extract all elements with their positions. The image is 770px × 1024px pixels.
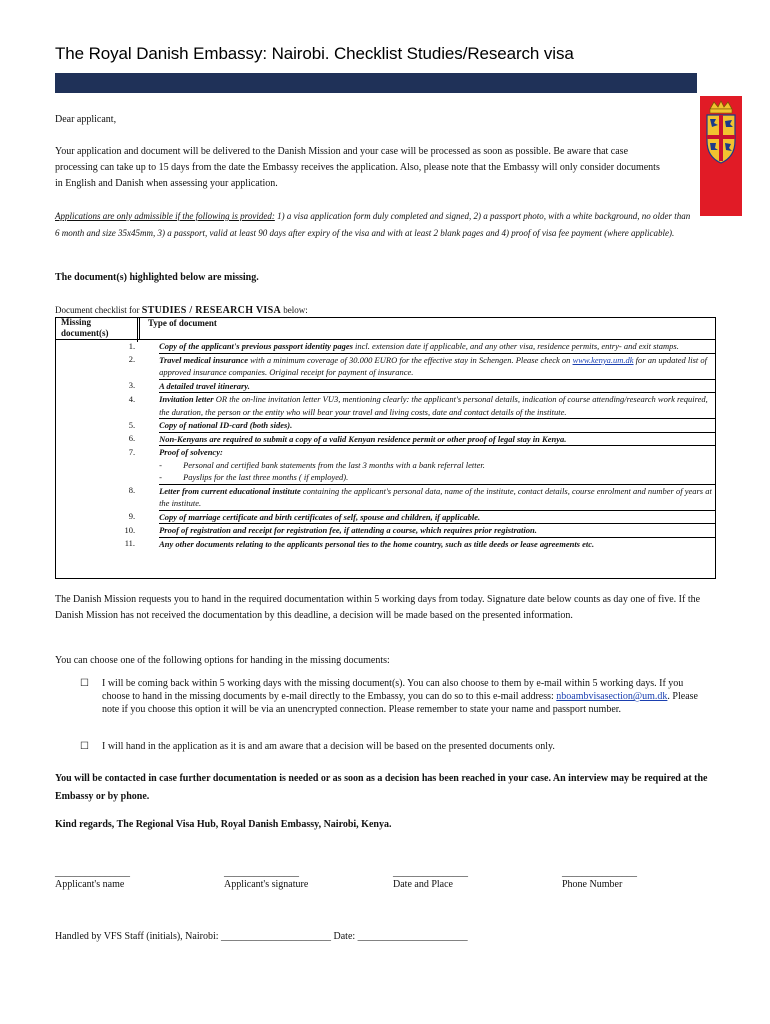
visa-type: STUDIES / RESEARCH VISA <box>141 305 281 316</box>
col-type-header: Type of document <box>140 317 717 340</box>
header-bar <box>55 73 697 93</box>
intro-paragraph: Your application and document will be delivered to the Danish Mission and your case will be processed as soon as possible. Be aware that case processing can take up to 15 days from the date the Embassy receives the application. Also, please note that the Embassy will only consider documents in English and Danish when assessing your application. <box>55 146 660 189</box>
crest-banner <box>700 96 742 216</box>
table-row: 2. Travel medical insurance with a minimum coverage of 30.000 EURO for the effective stay in Schengen. Please check on www.kenya.um.dk for an updated list of approved insurance companies. Original receipt for payment of insurance. <box>55 353 716 379</box>
table-row: 8. Letter from current educational institute containing the applicant's personal data, name of the institute, contact details, course enrolment and number of years at the institute. <box>55 484 716 510</box>
solvency-sub-item: - Payslips for the last three months ( if employed). <box>159 472 349 482</box>
regards: Kind regards, The Regional Visa Hub, Royal Danish Embassy, Nairobi, Kenya. <box>55 819 392 830</box>
checklist-label: Document checklist for STUDIES / RESEARCH VISA below: <box>55 305 308 316</box>
checklist-table <box>55 317 716 550</box>
table-row: 4. Invitation letter OR the on-line invitation letter VU3, mentioning clearly: the applicant's personal details, indication of course attending/research work required, the duration, the person or the entity who will bear your travel and living costs, date and contact details of the institute. <box>55 393 716 419</box>
danish-coat-of-arms-icon <box>702 99 740 167</box>
options-intro: You can choose one of the following options for handing in the missing documents: <box>55 655 390 666</box>
embassy-email-link[interactable]: nboambvisasection@um.dk <box>556 691 668 702</box>
option2-text: I will hand in the application as it is and am aware that a decision will be based on the presented documents only. <box>102 741 555 752</box>
option1-checkbox[interactable]: ☐ <box>80 678 89 689</box>
insurance-link[interactable]: www.kenya.um.dk <box>572 354 634 365</box>
table-row: 10. Proof of registration and receipt for registration fee, if attending a course, which requires prior registration. <box>55 524 716 538</box>
header-divider <box>137 318 138 342</box>
col-missing-header: Missing document(s) <box>55 317 140 340</box>
admissibility-text: 1) a visa application form duly completed and signed, 2) a passport photo, with a white background, no older than 6 month and size 35x45mm, 3) a passport, valid at least 90 days after expiry of the visa and with at least 2 blank pages and 4) proof of visa fee payment (where applicable). <box>55 211 691 238</box>
mission-paragraph: The Danish Mission requests you to hand in the required documentation within 5 working days from today. Signature date below counts as day one of five. If the Danish Mission has not received the documentation by this deadline, a decision will be made based on the presented information. <box>55 594 701 621</box>
table-row: 11. Any other documents relating to the applicants personal ties to the home country, such as title deeds or lease agreements etc. <box>124 538 595 549</box>
table-header <box>55 317 716 340</box>
signature-field-signature: _______________ Applicant's signature <box>224 867 309 890</box>
table-row: 3. A detailed travel itinerary. <box>55 379 716 393</box>
document-title: The Royal Danish Embassy: Nairobi. Checklist Studies/Research visa <box>55 44 574 63</box>
greeting: Dear applicant, <box>55 114 117 125</box>
contact-notice: You will be contacted in case further documentation is needed or as soon as a decision has been reached in your case. An interview may be required at the Embassy or by phone. <box>55 773 708 802</box>
admissibility-paragraph <box>55 208 695 242</box>
table-row: 7. Proof of solvency: - Personal and certified bank statements from the last 3 months with a bank referral letter. - Payslips for the last three months ( if employed). <box>55 446 716 485</box>
table-row: 6. Non-Kenyans are required to submit a copy of a valid Kenyan residence permit or other proof of legal stay in Kenya. <box>55 432 716 446</box>
admissibility-lead: Applications are only admissible if the following is provided: <box>55 211 275 221</box>
table-row: 9. Copy of marriage certificate and birth certificates of self, spouse and children, if applicable. <box>55 510 716 524</box>
option2-checkbox[interactable]: ☐ <box>80 741 89 752</box>
table-row: 5. Copy of national ID-card (both sides). <box>55 419 716 433</box>
signature-field-phone: _______________ Phone Number <box>562 867 637 890</box>
signature-field-name: _______________ Applicant's name <box>55 867 130 890</box>
table-row: 1. Copy of the applicant's previous passport identity pages incl. extension date if applicable, and any other visa, residence permits, entry- and exit stamps. <box>55 340 716 354</box>
solvency-sub-item: - Personal and certified bank statements from the last 3 months with a bank referral letter. <box>159 459 485 470</box>
signature-field-date: _______________ Date and Place <box>393 867 468 890</box>
missing-notice: The document(s) highlighted below are missing. <box>55 272 259 283</box>
option1-text: I will be coming back within 5 working days with the missing document(s). You can also choose to them by e-mail within 5 working days. If you choose to hand in the missing documents by e-mail directly to the Embassy, you can do so to this e-mail address: nboambvisasection@um.dk. Please note if you choose this option it will be via an unencrypted connection. Please remember to state your name and passport number. <box>102 678 698 715</box>
vfs-handled-line: Handled by VFS Staff (initials), Nairobi: ______________________ Date: ______________________ <box>55 931 468 942</box>
